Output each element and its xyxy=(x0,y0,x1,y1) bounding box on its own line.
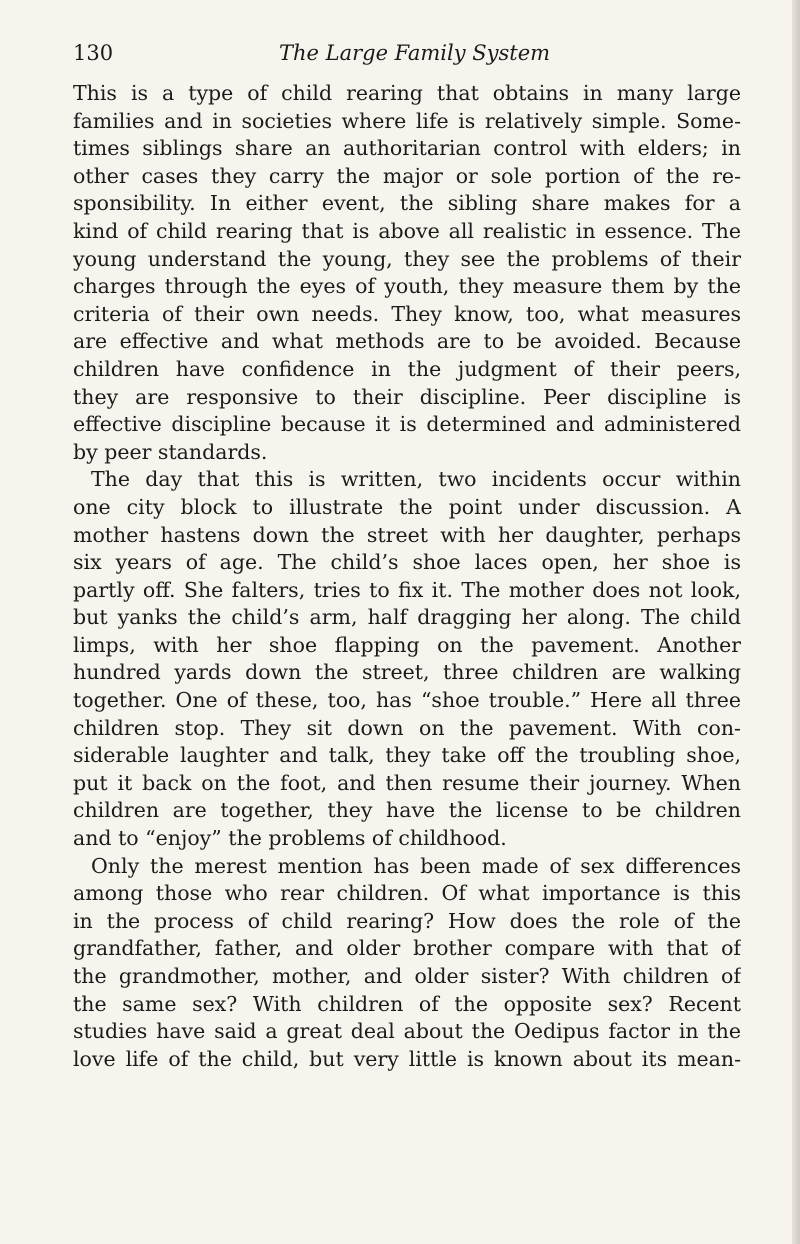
text-line: grandfather, father, and older brother compare with that of xyxy=(73,936,741,961)
text-line: in the process of child rearing? How does the role of the xyxy=(73,908,741,933)
text-line: families and in societies where life is relatively simple. Some- xyxy=(73,108,741,133)
text-line: hundred yards down the street, three children are walking xyxy=(73,660,741,685)
text-line: mother hastens down the street with her daughter, perhaps xyxy=(73,522,741,547)
text-line: together. One of these, too, has “shoe trouble.” Here all three xyxy=(73,688,741,713)
text-line: effective discipline because it is determined and administered xyxy=(73,412,741,437)
text-line: times siblings share an authoritarian control with elders; in xyxy=(73,136,741,161)
running-title: The Large Family System xyxy=(279,41,551,65)
text-line: the same sex? With children of the opposite sex? Recent xyxy=(73,991,741,1016)
text-line: young understand the young, they see the problems of their xyxy=(73,246,741,271)
text-line: kind of child rearing that is above all realistic in essence. The xyxy=(73,218,741,243)
text-line: The day that this is written, two incidents occur within xyxy=(91,467,741,492)
text-line: studies have said a great deal about the Oedipus factor in the xyxy=(73,1019,741,1044)
text-line: and to “enjoy” the problems of childhood. xyxy=(73,826,507,851)
text-line: children have confidence in the judgment of their peers, xyxy=(73,356,741,381)
text-line: children stop. They sit down on the pavement. With con- xyxy=(73,715,741,740)
paragraph xyxy=(73,80,741,466)
text-line: the grandmother, mother, and older sister? With children of xyxy=(73,964,741,988)
text-line: This is a type of child rearing that obtains in many large xyxy=(73,81,741,105)
text-line: are effective and what methods are to be avoided. Because xyxy=(73,329,741,354)
text-line: limps, with her shoe flapping on the pavement. Another xyxy=(73,632,741,657)
text-line: by peer standards. xyxy=(73,439,268,464)
page-number: 130 xyxy=(73,41,114,65)
paragraph xyxy=(73,853,741,1074)
text-line: one city block to illustrate the point under discussion. A xyxy=(73,494,741,519)
text-line: Only the merest mention has been made of sex differences xyxy=(91,853,741,878)
text-line: among those who rear children. Of what importance is this xyxy=(73,881,741,906)
text-line: criteria of their own needs. They know, too, what measures xyxy=(73,301,741,326)
paragraph xyxy=(73,466,741,852)
text-line: sponsibility. In either event, the sibling share makes for a xyxy=(73,191,741,216)
text-line: partly off. She falters, tries to fix it. The mother does not look, xyxy=(73,577,741,602)
running-head xyxy=(73,38,743,68)
text-line: charges through the eyes of youth, they measure them by the xyxy=(73,274,741,299)
text-line: love life of the child, but very little is known about its mean- xyxy=(73,1046,741,1071)
text-line: they are responsive to their discipline. Peer discipline is xyxy=(73,384,741,409)
text-line: siderable laughter and talk, they take off the troubling shoe, xyxy=(73,743,741,768)
body-text xyxy=(73,80,741,1073)
text-line: children are together, they have the license to be children xyxy=(73,798,741,823)
text-line: but yanks the child’s arm, half dragging her along. The child xyxy=(73,605,741,630)
text-line: other cases they carry the major or sole portion of the re- xyxy=(73,163,741,188)
text-line: six years of age. The child’s shoe laces open, her shoe is xyxy=(73,550,741,575)
text-line: put it back on the foot, and then resume their journey. When xyxy=(73,770,741,795)
page-edge xyxy=(792,0,800,1244)
